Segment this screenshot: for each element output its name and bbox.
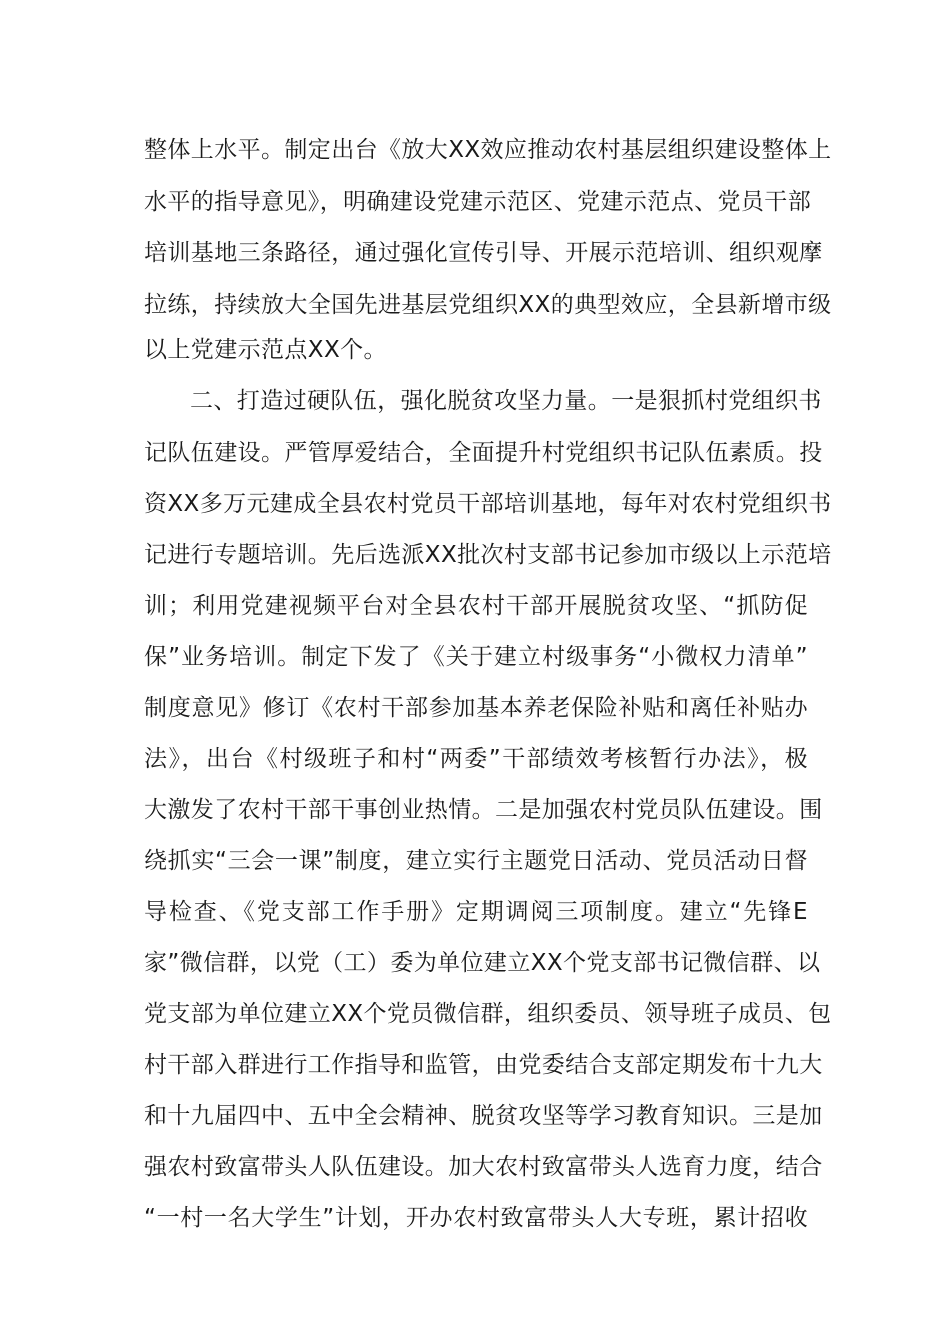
- text-line: “一村一名大学生”计划，开办农村致富带头人大专班，累计招收: [144, 1205, 808, 1231]
- text-line: 以上党建示范点XX个。: [144, 337, 387, 363]
- text-line: 村干部入群进行工作指导和监管，由党委结合支部定期发布十九大: [144, 1052, 823, 1078]
- text-line: 绕抓实“三会一课”制度，建立实行主题党日活动、党员活动日督: [144, 848, 808, 874]
- text-line: 大激发了农村干部干事创业热情。二是加强农村党员队伍建设。围: [144, 797, 823, 823]
- text-line: 记进行专题培训。先后选派XX批次村支部书记参加市级以上示范培: [144, 542, 832, 568]
- text-line: 拉练，持续放大全国先进基层党组织XX的典型效应，全县新增市级: [144, 292, 832, 318]
- text-line: 和十九届四中、五中全会精神、脱贫攻坚等学习教育知识。三是加: [144, 1103, 823, 1129]
- text-line: 整体上水平。制定出台《放大XX效应推动农村基层组织建设整体上: [144, 137, 832, 163]
- text-line: 导检查、《党支部工作手册》定期调阅三项制度。建立“先锋E: [144, 899, 808, 925]
- text-line: 资XX多万元建成全县农村党员干部培训基地，每年对农村党组织书: [144, 491, 832, 517]
- text-line: 培训基地三条路径，通过强化宣传引导、开展示范培训、组织观摩: [144, 240, 823, 266]
- text-line: 记队伍建设。严管厚爱结合，全面提升村党组织书记队伍素质。投: [144, 440, 823, 466]
- text-line: 训；利用党建视频平台对全县农村干部开展脱贫攻坚、“抓防促: [144, 593, 808, 619]
- text-line: 保”业务培训。制定下发了《关于建立村级事务“小微权力清单”: [144, 644, 808, 670]
- text-line: 强农村致富带头人队伍建设。加大农村致富带头人选育力度，结合: [144, 1154, 823, 1180]
- text-line: 家”微信群，以党（工）委为单位建立XX个党支部书记微信群、以: [144, 950, 821, 976]
- text-line: 水平的指导意见》，明确建设党建示范区、党建示范点、党员干部: [144, 189, 812, 215]
- text-line: 党支部为单位建立XX个党员微信群，组织委员、领导班子成员、包: [144, 1001, 832, 1027]
- text-line: 制度意见》修订《农村干部参加基本养老保险补贴和离任补贴办: [144, 695, 808, 721]
- text-line: 法》，出台《村级班子和村“两委”干部绩效考核暂行办法》，极: [144, 746, 808, 772]
- paragraph-first-line: 二、打造过硬队伍，强化脱贫攻坚力量。一是狠抓村党组织书: [190, 388, 822, 414]
